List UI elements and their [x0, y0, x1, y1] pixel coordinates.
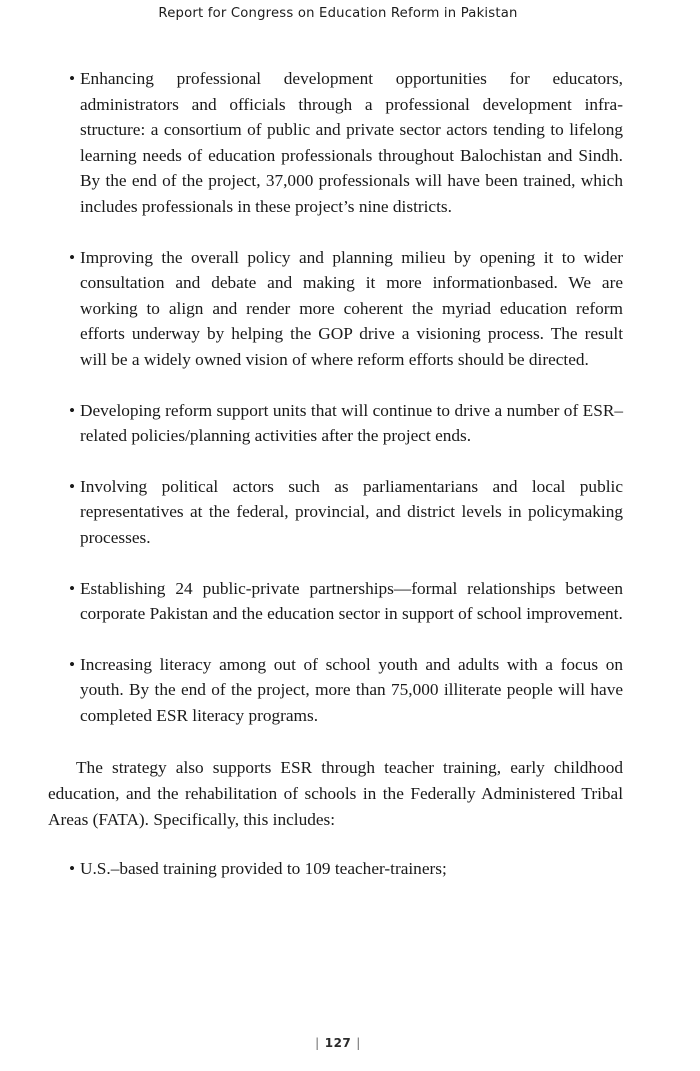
list-item: [48, 245, 623, 373]
page-content: [48, 66, 623, 882]
list-item-text: Enhancing professional development opportunities for educators, administrators and officials through a professional development infrastructure: a consortium of public and private sector actors tending to lifelong learning needs of education professionals throughout Balochistan and Sindh. By the end of the project, 37,000 professionals will have been trained, which includes professionals in these project’s nine districts.: [80, 69, 623, 216]
paragraph-spacer: [48, 832, 623, 856]
closing-paragraph: The strategy also supports ESR through teacher training, early childhood education, and the rehabilitation of schools in the Federally Administered Tribal Areas (FATA). Specifically, this includes:: [48, 758, 623, 829]
list-item-text: Developing reform support units that will continue to drive a number of ESR–related policies/planning activities after the project ends.: [80, 400, 623, 446]
list-item: [48, 856, 623, 882]
primary-bullet-list: [48, 66, 623, 728]
bullet-marker-icon: •: [69, 476, 76, 496]
list-item-text: Establishing 24 public-private partnerships—formal relationships between corporate Pakistan and the education sector in support of school improvement.: [80, 578, 623, 624]
list-item-text: U.S.–based training provided to 109 teacher-trainers;: [80, 859, 447, 879]
bullet-marker-icon: •: [69, 859, 76, 879]
paragraph-spacer: [48, 728, 623, 755]
list-item: [48, 66, 623, 220]
list-item-text: Involving political actors such as parliamentarians and local public representatives at the federal, provincial, and district levels in policymaking processes.: [80, 476, 623, 547]
list-item: [48, 474, 623, 551]
bullet-marker-icon: •: [69, 654, 76, 674]
folio-rule-right: |: [356, 1036, 361, 1050]
bullet-marker-icon: •: [69, 247, 76, 267]
folio-rule-left: |: [315, 1036, 320, 1050]
page-number: 127: [324, 1036, 352, 1050]
bullet-marker-icon: •: [69, 69, 76, 88]
tail-bullet-list: [48, 856, 623, 882]
list-item-text: Increasing literacy among out of school youth and adults with a focus on youth. By the end of the project, more than 75,000 illiterate people will have completed ESR literacy programs.: [80, 654, 623, 725]
bullet-marker-icon: •: [69, 400, 76, 420]
running-head: Report for Congress on Education Reform in Pakistan: [158, 6, 518, 21]
list-item: [48, 576, 623, 627]
bullet-marker-icon: •: [69, 578, 76, 598]
list-item: [48, 652, 623, 729]
list-item-text: Improving the overall policy and planning milieu by opening it to wider consultation and debate and making it more informationbased. We are working to align and render more coherent the myriad education reform efforts underway by helping the GOP drive a visioning process. The result will be a widely owned vision of where reform efforts should be directed.: [80, 247, 623, 369]
list-item: [48, 398, 623, 449]
page-folio: [0, 1036, 676, 1050]
